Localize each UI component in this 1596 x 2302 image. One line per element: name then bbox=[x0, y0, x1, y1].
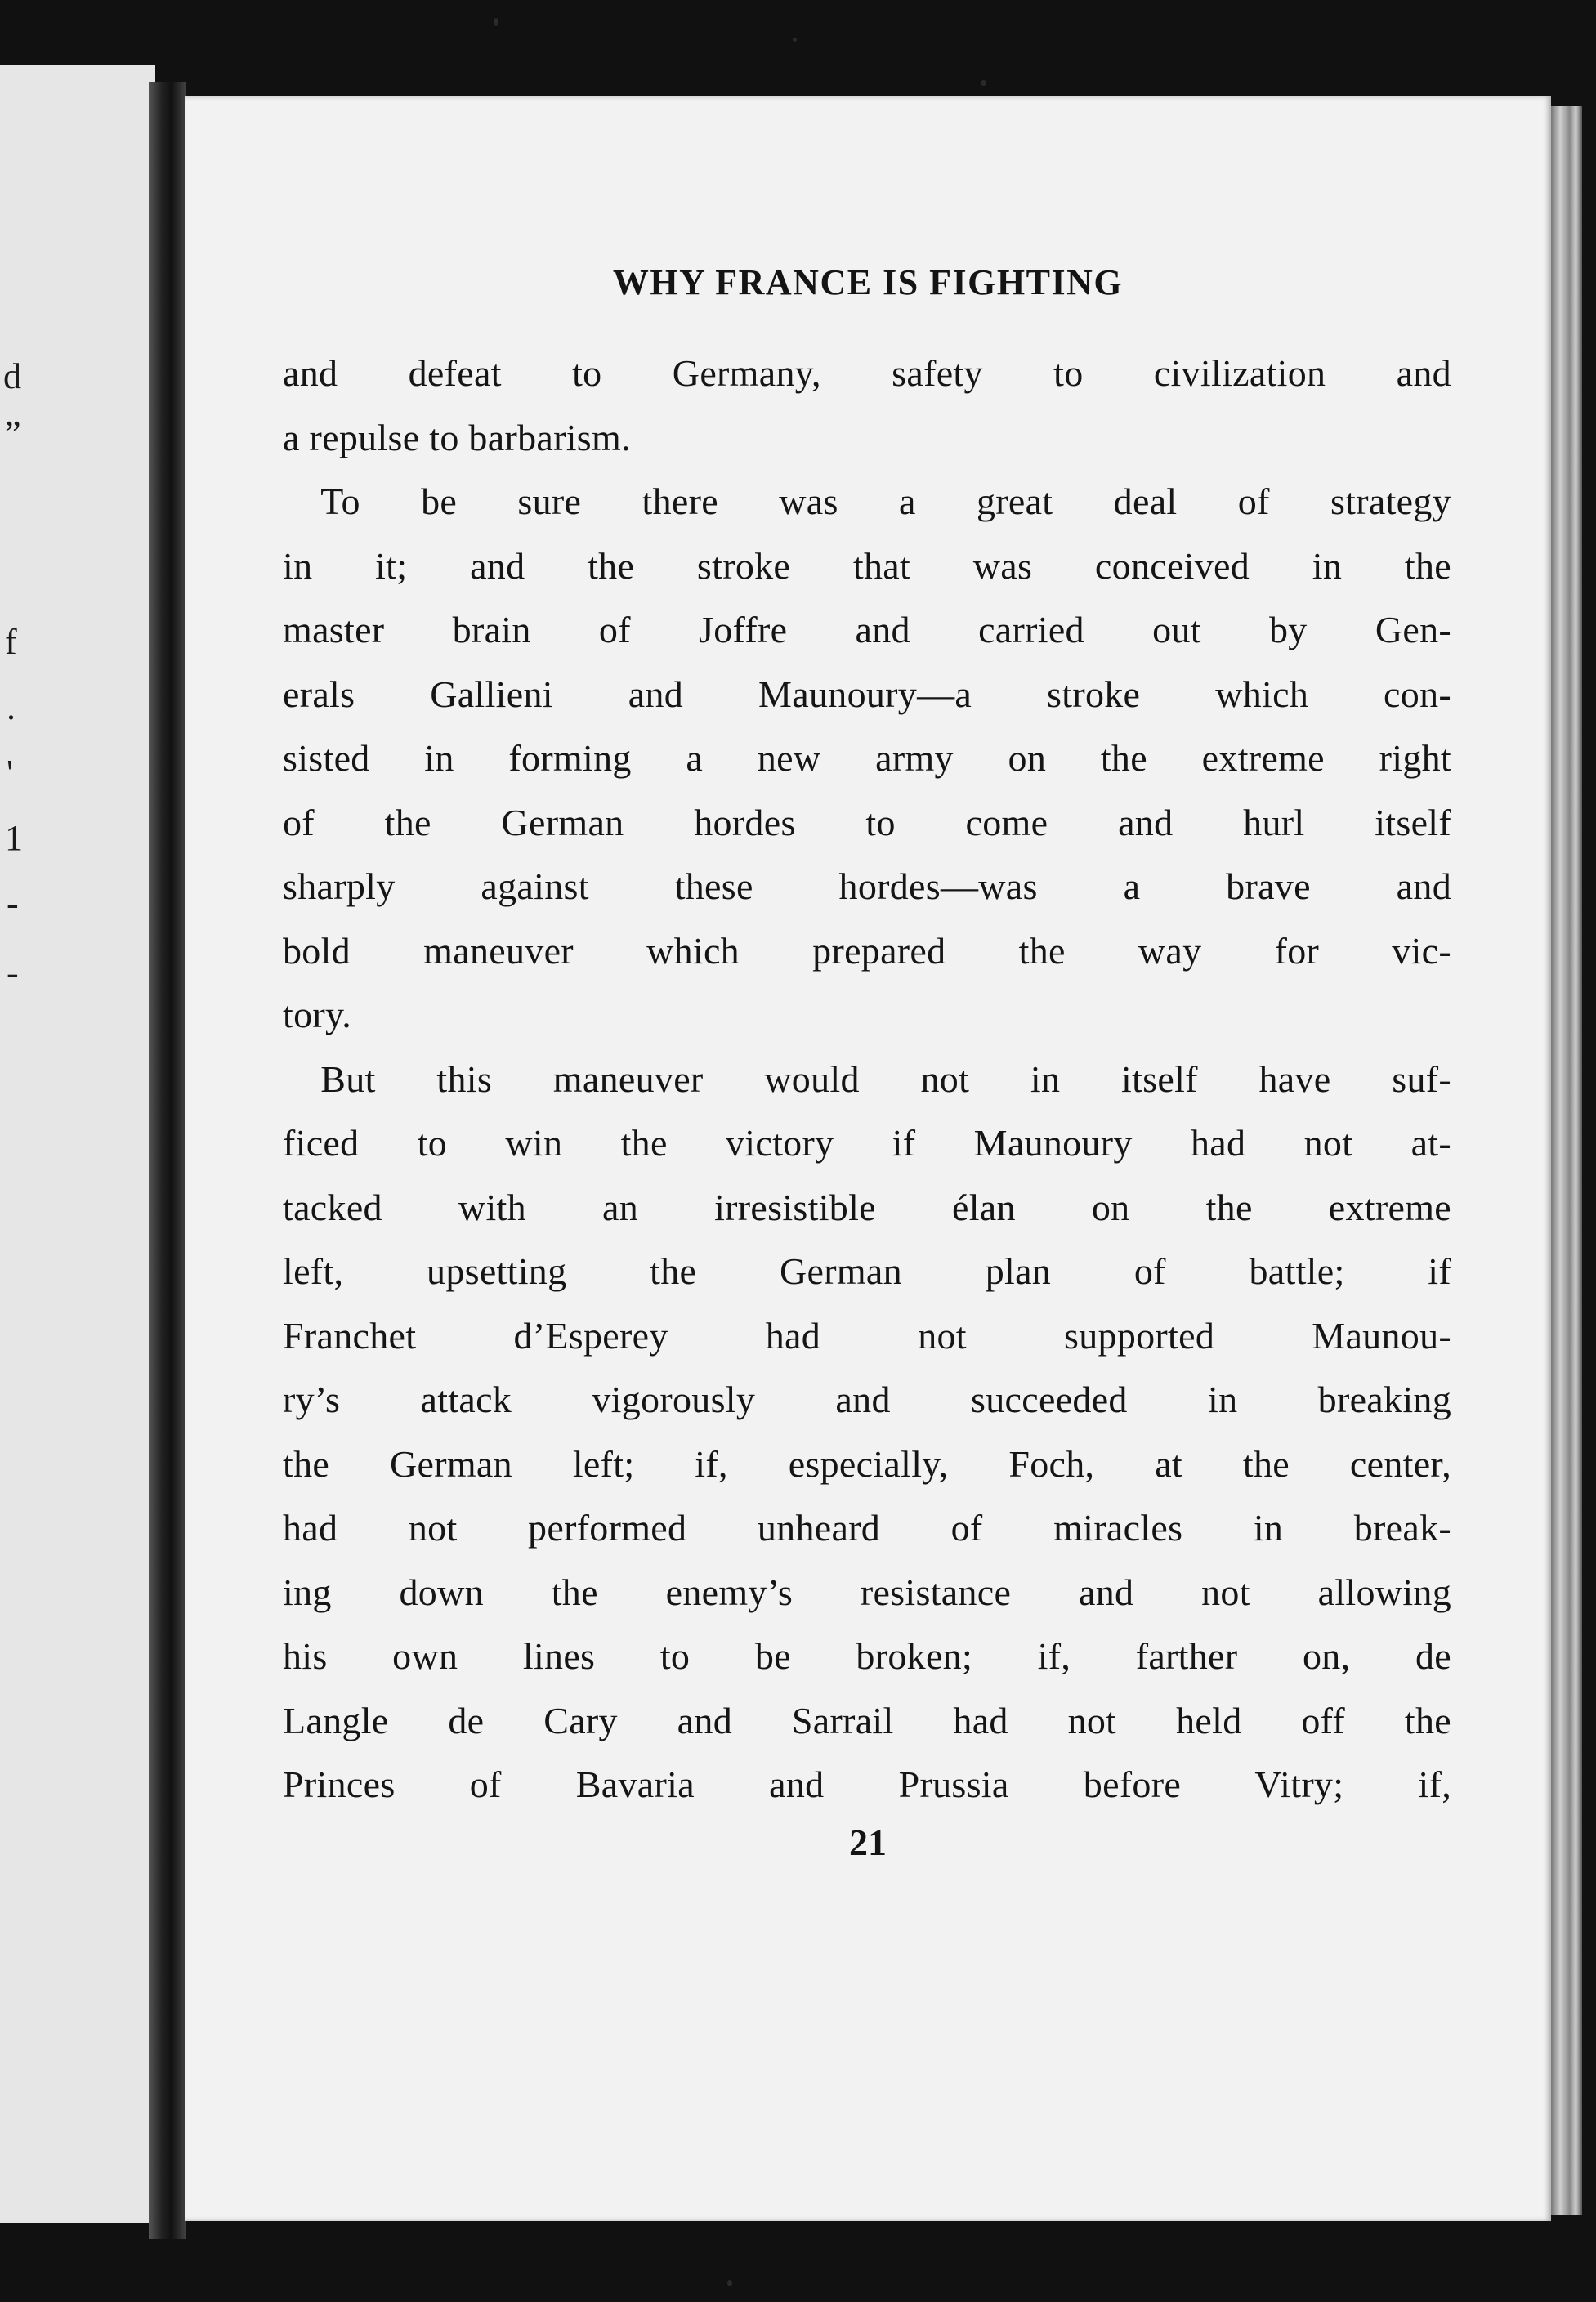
text-line: Franchet d’Esperey had not supported Maunou- bbox=[283, 1314, 1451, 1357]
text-line: in it; and the stroke that was conceived in the bbox=[283, 544, 1451, 587]
running-head: WHY FRANCE IS FIGHTING bbox=[612, 262, 1124, 302]
book-gutter bbox=[149, 82, 186, 2239]
text-line: sisted in forming a new army on the extreme right bbox=[283, 737, 1451, 779]
text-line: ing down the enemy’s resistance and not allowing bbox=[283, 1571, 1451, 1613]
text-line: tory. bbox=[283, 994, 352, 1035]
text-line: Princes of Bavaria and Prussia before Vitry; if, bbox=[283, 1763, 1451, 1805]
edge-character: 1 bbox=[5, 818, 23, 858]
text-line: But this maneuver would not in itself have suf- bbox=[283, 1057, 1451, 1100]
scan-speck bbox=[494, 18, 498, 26]
text-line: ficed to win the victory if Maunoury had not at- bbox=[283, 1122, 1451, 1164]
text-line: the German left; if, especially, Foch, at the center, bbox=[283, 1442, 1451, 1485]
scan-speck bbox=[727, 2280, 732, 2286]
text-line: of the German hordes to come and hurl itself bbox=[283, 801, 1451, 843]
text-line: sharply against these hordes—was a brave and bbox=[283, 865, 1451, 907]
edge-character: - bbox=[7, 953, 19, 993]
edge-character: ” bbox=[5, 413, 21, 454]
text-line: his own lines to be broken; if, farther on, de bbox=[283, 1635, 1451, 1677]
text-line: bold maneuver which prepared the way for vic- bbox=[283, 929, 1451, 972]
text-line: Langle de Cary and Sarrail had not held off the bbox=[283, 1699, 1451, 1741]
body-text bbox=[283, 342, 1451, 1817]
edge-character: f bbox=[5, 622, 17, 662]
scan-speck bbox=[793, 38, 797, 42]
edge-character: - bbox=[7, 883, 19, 923]
text-line: tacked with an irresistible élan on the extreme bbox=[283, 1186, 1451, 1228]
text-line: To be sure there was a great deal of strategy bbox=[283, 481, 1451, 522]
page-number: 21 bbox=[849, 1821, 887, 1863]
edge-character: . bbox=[7, 687, 16, 727]
scan-speck bbox=[981, 80, 986, 86]
previous-page-edge bbox=[0, 65, 155, 2223]
book-page bbox=[185, 96, 1551, 2221]
text-line: had not performed unheard of miracles in break- bbox=[283, 1507, 1451, 1549]
text-line: and defeat to Germany, safety to civilization and bbox=[283, 352, 1451, 394]
text-line: left, upsetting the German plan of battle; if bbox=[283, 1250, 1451, 1292]
text-line: a repulse to barbarism. bbox=[283, 416, 631, 458]
text-line: erals Gallieni and Maunoury—a stroke which con- bbox=[283, 673, 1451, 715]
page-stack-edge bbox=[1551, 106, 1582, 2215]
edge-character: d bbox=[3, 356, 21, 396]
edge-character: ' bbox=[7, 753, 13, 793]
text-line: master brain of Joffre and carried out by Gen- bbox=[283, 609, 1451, 650]
text-line: ry’s attack vigorously and succeeded in breaking bbox=[283, 1379, 1451, 1420]
